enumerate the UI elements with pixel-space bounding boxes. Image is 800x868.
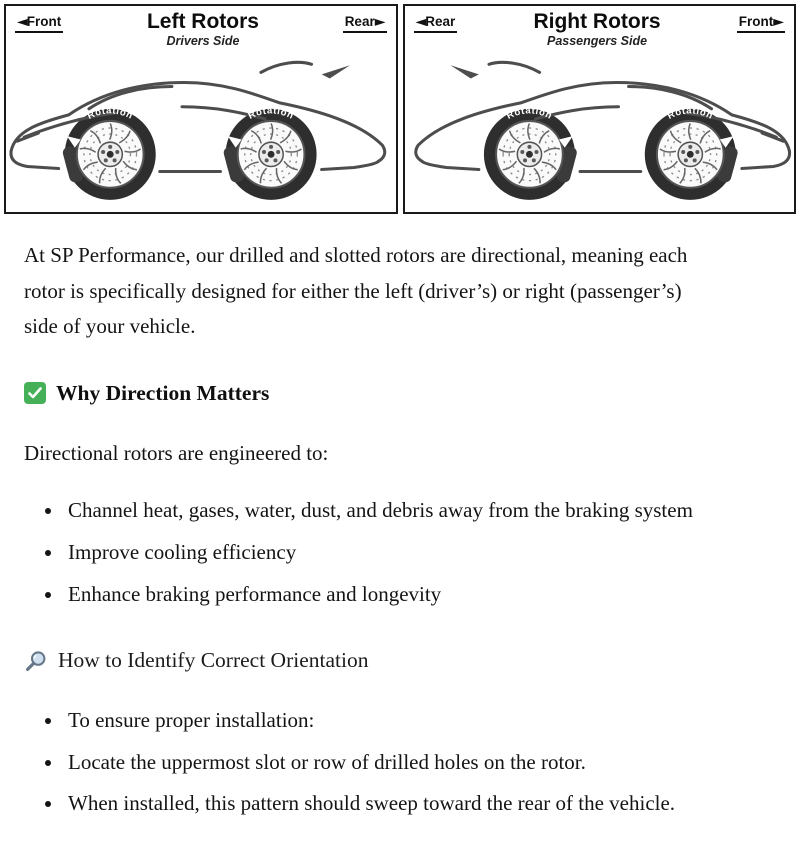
- section-heading-why-direction-matters: [24, 375, 714, 412]
- panel-subtitle: Passengers Side: [546, 34, 648, 49]
- rotation-label-rear: Rotation: [504, 105, 554, 123]
- list-item: • Locate the uppermost slot or row of drilled holes on the rotor.: [64, 745, 714, 781]
- right-arrow-icon: ►: [773, 14, 783, 30]
- right-rotors-panel: [403, 4, 797, 214]
- section-heading-text: How to Identify Correct Orientation: [58, 648, 369, 673]
- rear-label-text: Rear: [344, 14, 375, 29]
- left-car-illustration: [6, 50, 396, 202]
- rotor-direction-diagram: [0, 0, 800, 214]
- front-direction-label: [15, 14, 63, 33]
- rear-label-text: Rear: [425, 14, 456, 29]
- panel-title: Right Rotors: [533, 10, 661, 33]
- right-arrow-icon: ►: [374, 14, 385, 30]
- left-rotors-panel: [4, 4, 398, 214]
- left-panel-header: [6, 6, 396, 48]
- rotation-label-front: Rotation: [665, 105, 715, 123]
- panel-subtitle: Drivers Side: [166, 34, 240, 49]
- list-item: • To ensure proper installation:: [64, 703, 714, 739]
- orientation-list: [24, 703, 714, 822]
- list-item: • Channel heat, gases, water, dust, and debris away from the braking system: [64, 493, 714, 529]
- rear-direction-label: [414, 14, 458, 33]
- rotation-label-rear: Rotation: [246, 105, 296, 123]
- intro-paragraph: At SP Performance, our drilled and slotted rotors are directional, meaning each rotor is specifically designed for either the left (driver’s) or right (passenger’s) side of your vehicle.: [24, 243, 688, 339]
- right-panel-titles: [457, 11, 736, 48]
- front-label-text: Front: [738, 14, 774, 29]
- section-lead: Directional rotors are engineered to:: [24, 440, 329, 465]
- rotation-label-front: Rotation: [85, 105, 135, 123]
- list-item: • When installed, this pattern should sweep toward the rear of the vehicle.: [64, 786, 714, 822]
- list-item: • Enhance braking performance and longevity: [64, 577, 714, 613]
- left-arrow-icon: ◄: [17, 14, 27, 30]
- right-panel-header: [405, 6, 795, 48]
- front-direction-label: [737, 14, 785, 33]
- panel-title: Left Rotors: [146, 10, 259, 33]
- rear-direction-label: [343, 14, 387, 33]
- section-heading-how-to-identify: [24, 642, 714, 679]
- left-arrow-icon: ◄: [415, 14, 426, 30]
- front-label-text: Front: [26, 14, 62, 29]
- left-panel-titles: [63, 11, 342, 48]
- section-heading-text: Why Direction Matters: [56, 381, 270, 406]
- right-car-illustration: [405, 50, 795, 202]
- check-mark-icon: [24, 382, 46, 404]
- article-body: [0, 214, 800, 868]
- list-item: • Improve cooling efficiency: [64, 535, 714, 571]
- benefits-list: [24, 493, 714, 612]
- magnifying-glass-icon: [24, 649, 48, 673]
